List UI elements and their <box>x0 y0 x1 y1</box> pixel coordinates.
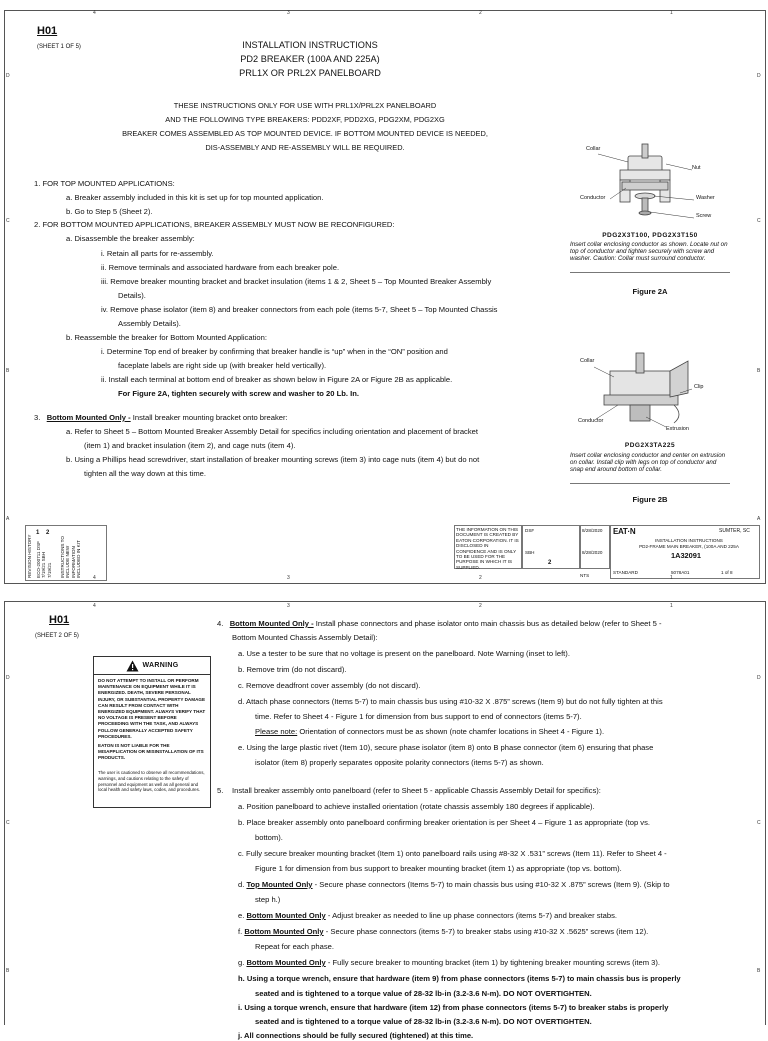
intro-notice: THESE INSTRUCTIONS ONLY FOR USE WITH PRL1X/PRL2X PANELBOARD AND THE FOLLOWING TYPE BREAKERS: PDD2XF, PDD2XG, PDG2XM, PDG2XG BREAKER COMES ASSEMBLED AS TOP MOUNTED DEVICE. IF BOTTOM MOUNTED DEVICE IS NEEDED, DIS-ASSEMBLY AND RE-ASSEMBLY WILL BE REQUIRED. <box>122 101 488 152</box>
step-2a-iv: iv. Remove phase isolator (item 8) and breaker connectors from each pole (items 5-7, Sheet 5 – Top Mounted Chassis <box>101 305 498 314</box>
step-5a: a. Position panelboard to achieve installed orientation (rotate chassis assembly 180 degrees if applicable). <box>238 802 595 811</box>
zone-row-label: B <box>6 368 10 374</box>
step-2a-iii: iii. Remove breaker mounting bracket and bracket insulation (items 1 & 2, Sheet 5 – Top Mounted Breaker Assembly <box>101 277 492 286</box>
step-5f: f. Bottom Mounted Only - Secure phase connectors (items 5-7) to breaker stabs using #10-32 X .5625” screws (item 12). <box>238 927 649 936</box>
zone-row-label: C <box>757 820 761 826</box>
warning-fine-print: The user is cautioned to observe all recommendations, warnings, and cautions relating to the safety of personnel and equipment as well as all general and local health and safety laws, codes, and procedures. <box>98 770 205 793</box>
zone-col-label: 3 <box>287 575 290 581</box>
zone-col-label: 4 <box>93 575 96 581</box>
zone-col-label: 3 <box>287 603 290 609</box>
step-4: 4. Bottom Mounted Only - Install phase connectors and phase isolator onto main chassis bus as detailed below (refer to Sheet 5 - <box>217 619 662 628</box>
step-2a: a. Disassemble the breaker assembly: <box>66 234 195 243</box>
step-5d: d. Top Mounted Only - Secure phase connectors (Items 5-7) to main chassis bus using #10-32 X .875” screws (Item 9). (Skip to <box>238 880 670 889</box>
step-2: 2. FOR BOTTOM MOUNTED APPLICATIONS, BREAKER ASSEMBLY MUST NOW BE RECONFIGURED: <box>34 220 395 229</box>
sheet-label: (SHEET 1 OF 5) <box>37 44 81 50</box>
step-5: Install breaker assembly onto panelboard (refer to Sheet 5 - applicable Chassis Assembly Detail for specifics): <box>232 786 601 795</box>
fig2b-label: Clip <box>694 384 704 390</box>
step-2a-iv-cont: Assembly Details). <box>118 319 181 328</box>
fig2a-title: Figure 2A <box>632 287 668 296</box>
eaton-logo: EAT·N <box>613 527 636 536</box>
fig2a-label: Nut <box>692 165 701 171</box>
zone-col-label: 2 <box>479 603 482 609</box>
zone-col-label: 1 <box>670 575 673 581</box>
part-number: 5078A01 <box>671 570 690 575</box>
fig2a-caption: Insert collar enclosing conductor as shown. Locate nut on top of conductor and tighten securely with screw and washer. Caution: Collar must surround conductor. <box>570 241 728 262</box>
revision-description: INSTRUCTIONS TO INCLUDE NEW INFORMATION INCLUDED IN KIT <box>60 536 82 578</box>
size-cell <box>522 559 610 579</box>
zone-row-label: B <box>757 968 761 974</box>
step-3b: b. Using a Phillips head screwdriver, start installation of breaker mounting screws (item 3) into cage nuts (item 4) but do not <box>66 455 480 464</box>
dsf-date: 8/28/2020 <box>582 528 603 533</box>
zone-row-label: D <box>6 73 10 79</box>
document-title: INSTALLATION INSTRUCTIONS PD2 BREAKER (100A AND 225A) PRL1X OR PRL2X PANELBOARD <box>239 40 381 78</box>
fig2b-caption: Insert collar enclosing conductor and center on extrusion on collar. Install clip with legs on top of conductor and snap end around bottom of collar. <box>570 452 726 473</box>
sheet-size: 2 <box>548 560 552 566</box>
divider <box>570 483 730 484</box>
step-4a: a. Use a tester to be sure that no voltage is present on the panelboard. Note Warning (inset to left). <box>238 649 570 658</box>
zone-row-label: D <box>757 675 761 681</box>
revision-block <box>25 525 107 581</box>
step-3a: a. Refer to Sheet 5 – Bottom Mounted Breaker Assembly Detail for specifics including orientation and placement of bracket <box>66 427 478 436</box>
step-5h: h. Using a torque wrench, ensure that hardware (item 9) from phase connectors (items 5-7) to main chassis bus is properly <box>238 974 681 983</box>
sheet-1 <box>4 10 766 584</box>
divider <box>570 272 730 273</box>
sheet-label: (SHEET 2 OF 5) <box>35 633 79 639</box>
revision-number: 1 <box>36 530 40 536</box>
doc-id: H01 <box>37 25 58 37</box>
drawing-number: 1A32091 <box>671 551 701 560</box>
fig2a-label: Conductor <box>580 195 606 201</box>
zone-col-label: 2 <box>479 575 482 581</box>
fig2b-part-number: PDG2X3TA225 <box>624 442 676 449</box>
fig2a-label: Screw <box>696 213 712 219</box>
step-4e-cont: isolator (item 8) properly separates opposite polarity connectors (items 5-7) as shown. <box>255 758 544 767</box>
dsf-initials: DSF <box>525 528 535 533</box>
fig2b-label: Collar <box>580 358 595 364</box>
warning-body: DO NOT ATTEMPT TO INSTALL OR PERFORM MAINTENANCE ON EQUIPMENT WHILE IT IS ENERGIZED. DEATH, SEVERE PERSONAL INJURY, OR SUBSTANTIAL PROPERTY DAMAGE CAN RESULT FROM CONTACT WITH ENERGIZED EQUIPMENT. ALWAYS VERIFY THAT NO VOLTAGE IS PRESENT BEFORE PROCEEDING WITH THE TASK, AND ALWAYS FOLLOW GENERALLY ACCEPTED SAFETY PROCEDURES. <box>98 678 206 739</box>
step-4e: e. Using the large plastic rivet (Item 10), secure phase isolator (item 8) onto B phase connector (item 6) ensuring that phase <box>238 743 654 752</box>
step-2b-i-cont: faceplate labels are right side up (with breaker held vertically). <box>118 361 327 370</box>
drawing-desc-2: PD2-FRAME MAIN BREAKER, (100A AND 225A <box>639 544 739 549</box>
location: SUMTER, SC <box>719 528 750 534</box>
warning-triangle-icon <box>126 660 139 672</box>
step-5f-cont: Repeat for each phase. <box>255 942 334 951</box>
drawing-desc-1: INSTALLATION INSTRUCTIONS <box>655 538 723 543</box>
warning-box <box>93 656 211 808</box>
step-4d-note: Please note: Orientation of connectors must be as shown (note chamfer locations in Sheet 4 - Figure 1). <box>255 727 605 736</box>
step-5g: g. Bottom Mounted Only - Fully secure breaker to mounting bracket (item 1) by tightening breaker mounting screws (item 3). <box>238 958 661 967</box>
zone-col-label: 4 <box>93 603 96 609</box>
sbh-initials: SBH <box>525 550 535 555</box>
step-5c-cont: Figure 1 for dimension from bus support to breaker mounting bracket (item 1) as appropriate (top vs. bottom). <box>255 864 622 873</box>
step-2a-iii-cont: Details). <box>118 291 146 300</box>
zone-col-label: 2 <box>479 10 482 16</box>
step-1b: b. Go to Step 5 (Sheet 2). <box>66 207 153 216</box>
title-block <box>454 525 760 579</box>
step-2a-ii: ii. Remove terminals and associated hardware from each breaker pole. <box>101 263 340 272</box>
step-3b-cont: tighten all the way down at this time. <box>84 469 206 478</box>
revision-number: 2 <box>46 530 50 536</box>
zone-row-label: C <box>6 218 10 224</box>
revision-history-label: REVISION HISTORY <box>27 534 32 578</box>
zone-row-label: B <box>6 968 10 974</box>
step-5b: b. Place breaker assembly onto panelboard confirming breaker orientation is per Sheet 4 – Figure 1 as appropriate (top vs. <box>238 818 650 827</box>
fig2a-part-number: PDG2X3T100, PDG2X3T150 <box>602 232 698 239</box>
step-4b: b. Remove trim (do not discard). <box>238 665 347 674</box>
step-5j: j. All connections should be fully secured (tightened) at this time. <box>238 1031 474 1040</box>
zone-row-label: B <box>757 368 761 374</box>
step-2b-ii: ii. Install each terminal at bottom end of breaker as shown below in Figure 2A or Figure 2B as applicable. <box>101 375 453 384</box>
zone-row-label: C <box>6 820 10 826</box>
step-4c: c. Remove deadfront cover assembly (do not discard). <box>238 681 421 690</box>
step-2a-i: i. Retain all parts for re-assembly. <box>101 249 214 258</box>
sbh-date: 8/28/2020 <box>582 550 603 555</box>
warning-label: WARNING <box>142 662 179 669</box>
step-2b-ii-note: For Figure 2A, tighten securely with screw and washer to 20 Lb. In. <box>118 389 359 398</box>
zone-row-label: A <box>757 516 761 522</box>
step-5i: i. Using a torque wrench, ensure that hardware (item 12) from phase connectors (items 5-7) to breaker stabs is properly <box>238 1003 669 1012</box>
figure-2a-illustration <box>570 136 720 226</box>
fig2b-title: Figure 2B <box>632 495 668 504</box>
standard-label: STANDARD <box>613 570 638 575</box>
revision-eco: ECO-200711 DSF 7/19/21 SBH 7/19/21 <box>36 541 52 578</box>
step-1a: a. Breaker assembly included in this kit is set up for top mounted application. <box>66 193 324 202</box>
zone-col-label: 4 <box>93 10 96 16</box>
step-2b: b. Reassemble the breaker for Bottom Mounted Application: <box>66 333 267 342</box>
step-1: 1. FOR TOP MOUNTED APPLICATIONS: <box>34 179 175 188</box>
sheet-count: 1 of 8 <box>721 570 733 575</box>
zone-row-label: D <box>757 73 761 79</box>
warning-header <box>94 657 210 675</box>
step-4-cont: Bottom Mounted Chassis Assembly Detail): <box>232 633 378 642</box>
drawing-info <box>610 525 760 579</box>
figure-2b-illustration <box>570 347 720 437</box>
confidentiality-notice: THE INFORMATION ON THIS DOCUMENT IS CREATED BY EATON CORPORATION. IT IS DISCLOSED IN CONFIDENCE AND IS ONLY TO BE USED FOR THE PURPOSE IN WHICH IT IS SUPPLIED. <box>454 525 522 569</box>
step-5b-cont: bottom). <box>255 833 283 842</box>
step-3: 3. Bottom Mounted Only - Install breaker mounting bracket onto breaker: <box>34 413 288 422</box>
step-2b-i: i. Determine Top end of breaker by confirming that breaker handle is “up” when in the “ON” position and <box>101 347 448 356</box>
fig2a-label: Collar <box>586 146 601 152</box>
step-5-number: 5. <box>217 786 224 795</box>
step-5h-cont: seated and is tightened to a torque value of 28-32 lb-in (3.2-3.6 N-m). DO NOT OVERTIGHTEN. <box>255 989 592 998</box>
zone-row-label: D <box>6 675 10 681</box>
step-5e: e. Bottom Mounted Only - Adjust breaker as needed to line up phase connectors (items 5-7) and breaker stabs. <box>238 911 618 920</box>
sheet-2 <box>4 601 766 1040</box>
fig2a-label: Washer <box>696 195 715 201</box>
scale-nts: NTS <box>580 573 590 578</box>
step-5i-cont: seated and is tightened to a torque value of 28-32 lb-in (3.2-3.6 N-m). DO NOT OVERTIGHTEN. <box>255 1017 592 1026</box>
doc-id: H01 <box>49 614 70 626</box>
zone-col-label: 1 <box>670 10 673 16</box>
fig2b-label: Extrusion <box>666 426 689 432</box>
zone-row-label: A <box>6 516 10 522</box>
zone-row-label: C <box>757 218 761 224</box>
step-3a-cont: (item 1) and bracket insulation (item 2), and cage nuts (item 4). <box>84 441 296 450</box>
zone-col-label: 3 <box>287 10 290 16</box>
warning-liability: EATON IS NOT LIABLE FOR THE MISAPPLICATION OR MISINSTALLATION OF ITS PRODUCTS. <box>98 743 204 761</box>
zone-col-label: 1 <box>670 603 673 609</box>
step-5c: c. Fully secure breaker mounting bracket (Item 1) onto panelboard rails using #8-32 X .531” screws (Item 11). Refer to Sheet 4 - <box>238 849 667 858</box>
fig2b-label: Conductor <box>578 418 604 424</box>
step-4d: d. Attach phase connectors (Items 5-7) to main chassis bus using #10-32 X .875” screws (Item 9) but do not fully tighten at this <box>238 697 663 706</box>
step-4d-cont: time. Refer to Sheet 4 - Figure 1 for dimension from bus support to end of connectors (items 5-7). <box>255 712 582 721</box>
step-5d-cont: step h.) <box>255 895 281 904</box>
